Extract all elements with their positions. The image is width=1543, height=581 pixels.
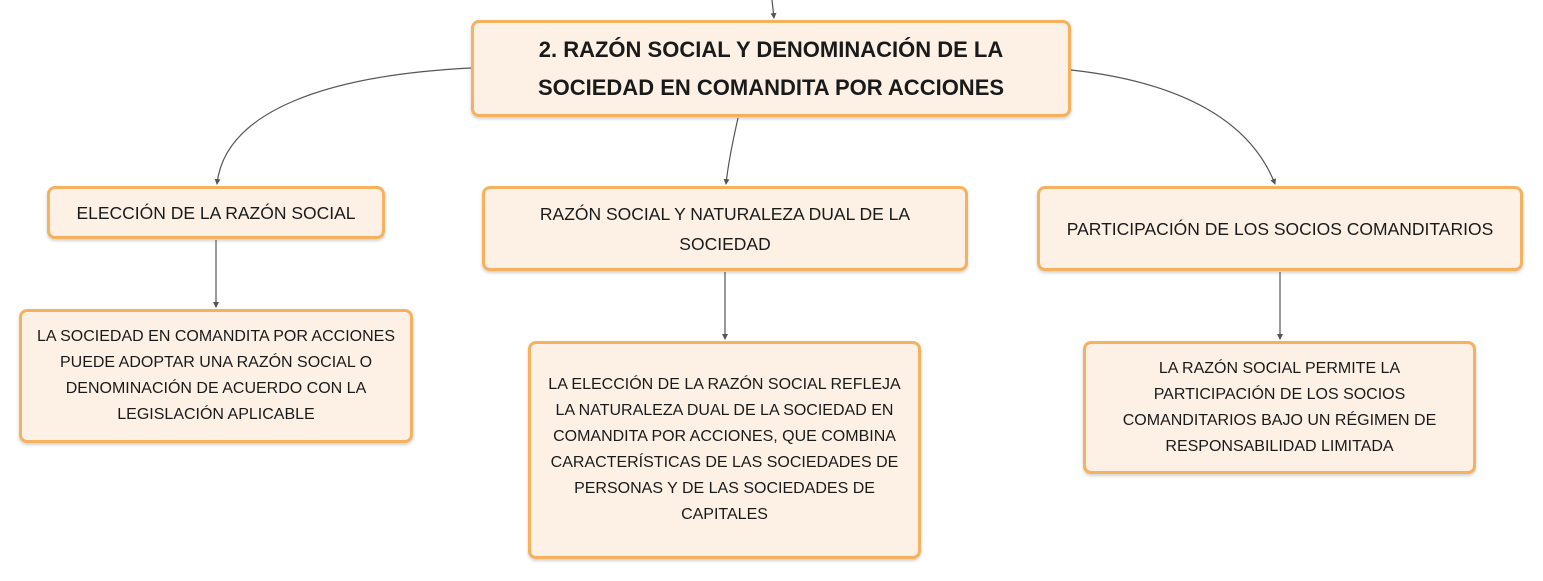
branch-label: RAZÓN SOCIAL Y NATURALEZA DUAL DE LA SOCIEDAD xyxy=(539,203,911,254)
detail-text: LA RAZÓN SOCIAL PERMITE LA PARTICIPACIÓN DE LOS SOCIOS COMANDITARIOS BAJO UN RÉGIMEN DE RESPONSABILIDAD LIMITADA xyxy=(1122,359,1437,455)
detail-text: LA ELECCIÓN DE LA RAZÓN SOCIAL REFLEJA LA NATURALEZA DUAL DE LA SOCIEDAD EN COMANDITA POR ACCIONES, QUE COMBINA CARACTERÍSTICAS DE LAS SOCIEDADES DE PERSONAS Y DE LAS SOCIEDADES DE CAPITALES xyxy=(548,376,901,523)
branch-node-participacion[interactable] xyxy=(1037,186,1523,271)
branch-node-eleccion[interactable] xyxy=(47,186,385,239)
connector-root-to-participacion xyxy=(1071,70,1275,184)
branch-label: ELECCIÓN DE LA RAZÓN SOCIAL xyxy=(76,202,356,223)
branch-node-naturaleza[interactable] xyxy=(482,186,968,271)
branch-label: PARTICIPACIÓN DE LOS SOCIOS COMANDITARIOS xyxy=(1066,218,1494,239)
connector-root-to-naturaleza xyxy=(726,118,738,184)
connector-root-to-eleccion xyxy=(217,68,471,184)
detail-node-participacion[interactable] xyxy=(1083,341,1476,474)
root-topic-title: 2. RAZÓN SOCIAL Y DENOMINACIÓN DE LA SOCIEDAD EN COMANDITA POR ACCIONES xyxy=(537,36,1005,100)
detail-node-eleccion[interactable] xyxy=(19,309,413,443)
root-topic-node[interactable] xyxy=(471,20,1071,117)
connector-parent-to-root xyxy=(772,0,774,18)
detail-node-naturaleza[interactable] xyxy=(528,341,921,559)
detail-text: LA SOCIEDAD EN COMANDITA POR ACCIONES PUEDE ADOPTAR UNA RAZÓN SOCIAL O DENOMINACIÓN DE ACUERDO CON LA LEGISLACIÓN APLICABLE xyxy=(37,328,395,423)
